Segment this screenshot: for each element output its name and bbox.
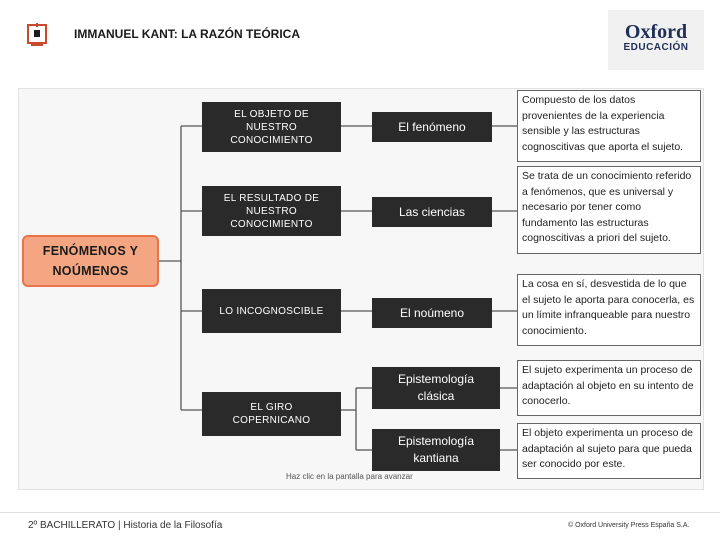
result-sciences: Las ciencias [372, 197, 492, 227]
page-title: IMMANUEL KANT: LA RAZÓN TEÓRICA [74, 27, 300, 41]
result-phenomenon: El fenómeno [372, 112, 492, 142]
footer-course: 2º BACHILLERATO | Historia de la Filosofía [28, 520, 223, 531]
result-classical-epistemology: Epistemología clásica [372, 367, 500, 409]
description-noumenon: La cosa en sí, desvestida de lo que el sujeto le aporta para conocerla, es un límite infranqueable para nuestro conocimiento. [517, 274, 701, 346]
branch-copernican-turn: EL GIRO COPERNICANO [202, 392, 341, 436]
result-kantian-epistemology: Epistemología kantiana [372, 429, 500, 471]
description-kantian-epistemology: El objeto experimenta un proceso de adaptación al sujeto para que pueda ser conocido por este. [517, 423, 701, 479]
description-classical-epistemology: El sujeto experimenta un proceso de adaptación al objeto en su intento de conocerlo. [517, 360, 701, 416]
footer-copyright: © Oxford University Press España S.A. [568, 522, 690, 529]
result-noumenon: El noúmeno [372, 298, 492, 328]
root-node: FENÓMENOS Y NOÚMENOS [22, 235, 159, 287]
description-sciences: Se trata de un conocimiento referido a fenómenos, que es universal y necesario por tener como fundamento las estructuras cognoscitivas a priori del sujeto. [517, 166, 701, 254]
brand-subtitle: EDUCACIÓN [623, 42, 689, 53]
branch-object-of-knowledge: EL OBJETO DE NUESTRO CONOCIMIENTO [202, 102, 341, 152]
description-phenomenon: Compuesto de los datos provenientes de la experiencia sensible y las estructuras cognoscitivas que aporta el sujeto. [517, 90, 701, 162]
footer-divider [0, 512, 720, 513]
branch-unknowable: LO INCOGNOSCIBLE [202, 289, 341, 333]
advance-hint: Haz clic en la pantalla para avanzar [286, 472, 413, 481]
branch-result-of-knowledge: EL RESULTADO DE NUESTRO CONOCIMIENTO [202, 186, 341, 236]
brand-name: Oxford [624, 21, 688, 43]
